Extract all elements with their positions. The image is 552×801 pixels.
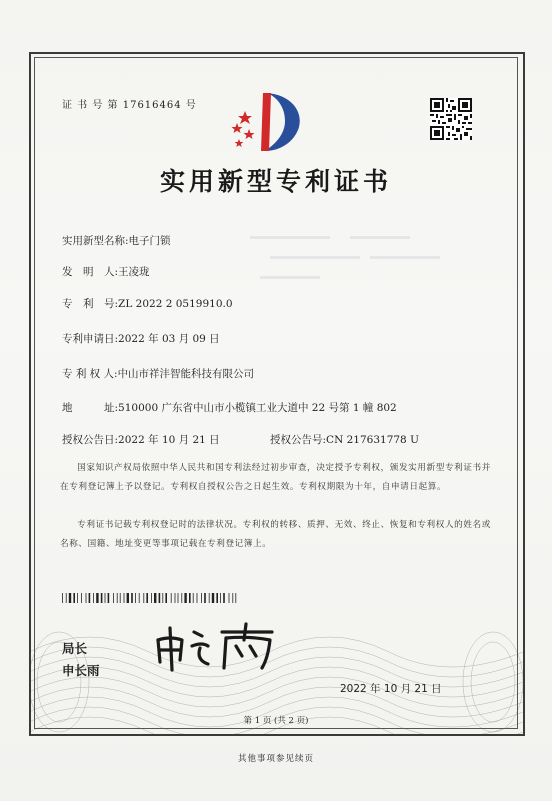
field-value: 2022 年 10 月 21 日	[118, 434, 220, 446]
field-patentee	[62, 366, 254, 381]
field-filing-date	[62, 331, 220, 346]
field-label: 授权公告号:	[270, 434, 327, 446]
qr-code	[430, 98, 472, 140]
field-address	[62, 400, 397, 415]
certificate-number: 证 书 号 第 17616464 号	[62, 100, 197, 111]
field-value: 510000 广东省中山市小榄镇工业大道中 22 号第 1 幢 802	[118, 402, 397, 414]
field-announcement-date	[62, 432, 220, 447]
page-number: 第 1 页 (共 2 页)	[243, 716, 309, 726]
field-label: 专 利 号:	[62, 298, 119, 310]
field-patent-number	[62, 296, 233, 311]
legal-paragraph-2: 专利证书记载专利权登记时的法律状况。专利权的转移、质押、无效、终止、恢复和专利权人的姓名或名称、国籍、地址变更等事项记载在专利登记簿上。	[60, 520, 491, 549]
certificate-title: 实用新型专利证书	[159, 167, 392, 196]
field-value: 王凌珑	[118, 266, 150, 278]
handwritten-signature	[150, 618, 280, 674]
field-label: 地 址:	[62, 402, 119, 414]
field-value: 中山市祥沣智能科技有限公司	[117, 368, 255, 380]
footer-note: 其他事项参见续页	[237, 754, 314, 764]
background-watermark	[250, 226, 450, 286]
legal-paragraph-1: 国家知识产权局依照中华人民共和国专利法经过初步审查，决定授予专利权，颁发实用新型专利证书并在专利登记簿上予以登记。专利权自授权公告之日起生效。专利权期限为十年，自申请日起算。	[60, 463, 491, 492]
field-label: 专 利 权 人:	[62, 368, 118, 380]
field-announcement-number	[270, 432, 419, 447]
field-value: ZL 2022 2 0519910.0	[118, 298, 233, 310]
director-name: 申长雨	[62, 663, 100, 678]
field-value: 电子门锁	[128, 235, 171, 247]
barcode	[62, 593, 238, 603]
field-label: 授权公告日:	[62, 434, 119, 446]
field-label: 实用新型名称:	[62, 235, 129, 247]
field-utility-model-name	[62, 233, 171, 248]
field-value: 2022 年 03 月 09 日	[118, 333, 220, 345]
field-label: 发 明 人:	[62, 266, 119, 278]
signature-date: 2022 年 10 月 21 日	[340, 683, 442, 695]
director-title: 局长	[62, 641, 88, 656]
field-value: CN 217631778 U	[326, 434, 419, 446]
cnipa-emblem-icon	[225, 89, 305, 155]
field-inventor	[62, 264, 150, 279]
field-label: 专利申请日:	[62, 333, 119, 345]
